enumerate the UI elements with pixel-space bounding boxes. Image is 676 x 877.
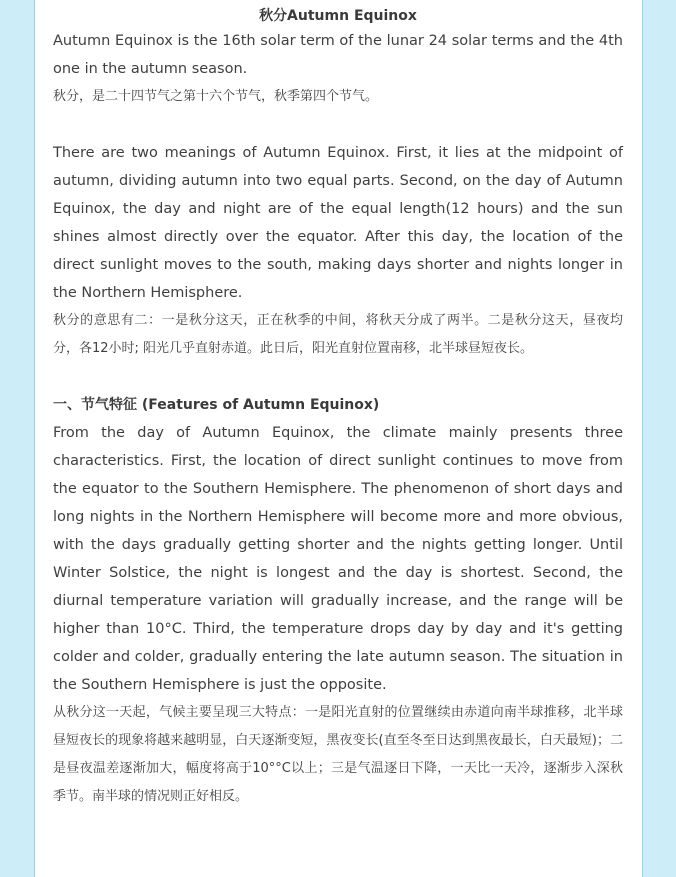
spacer bbox=[53, 363, 623, 391]
left-side-panel bbox=[0, 0, 35, 877]
intro-paragraph-english: Autumn Equinox is the 16th solar term of the lunar 24 solar terms and the 4th one in the autumn season. bbox=[53, 33, 623, 77]
spacer bbox=[53, 111, 623, 139]
article-content bbox=[53, 5, 623, 811]
features-paragraph-english: From the day of Autumn Equinox, the climate mainly presents three characteristics. First, the location of direct sunlight continues to move from the equator to the Southern Hemisphere. The phenomenon of short days and long nights in the Northern Hemisphere will become more and more obvious, with the days gradually getting shorter and the nights getting longer. Until Winter Solstice, the night is longest and the day is shortest. Second, the diurnal temperature variation will gradually increase, and the range will be higher than 10°C. Third, the temperature drops day by day and it's getting colder and colder, gradually entering the late autumn season. The situation in the Southern Hemisphere is just the opposite. bbox=[53, 425, 623, 693]
features-paragraph-chinese: 从秋分这一天起，气候主要呈现三大特点：一是阳光直射的位置继续由赤道向南半球推移，北半球昼短夜长的现象将越来越明显，白天逐渐变短，黑夜变长(直至冬至日达到黑夜最长，白天最短)；二是昼夜温差逐渐加大，幅度将高于10°°C以上；三是气温逐日下降，一天比一天冷，逐渐步入深秋季节。南半球的情况则正好相反。 bbox=[53, 705, 623, 804]
article-title: 秋分Autumn Equinox bbox=[259, 8, 417, 24]
meaning-paragraph-chinese: 秋分的意思有二：一是秋分这天，正在秋季的中间，将秋天分成了两半。二是秋分这天，昼夜均分，各12小时; 阳光几乎直射赤道。此日后，阳光直射位置南移，北半球昼短夜长。 bbox=[53, 313, 623, 356]
meaning-paragraph-english: There are two meanings of Autumn Equinox. First, it lies at the midpoint of autumn, dividing autumn into two equal parts. Second, on the day of Autumn Equinox, the day and night are of the equal length(12 hours) and the sun shines almost directly over the equator. After this day, the location of the direct sunlight moves to the south, making days shorter and nights longer in the Northern Hemisphere. bbox=[53, 145, 623, 301]
right-side-panel bbox=[642, 0, 676, 877]
intro-paragraph-chinese: 秋分，是二十四节气之第十六个节气，秋季第四个节气。 bbox=[53, 89, 379, 104]
section-heading-features: 一、节气特征 (Features of Autumn Equinox) bbox=[53, 397, 380, 413]
